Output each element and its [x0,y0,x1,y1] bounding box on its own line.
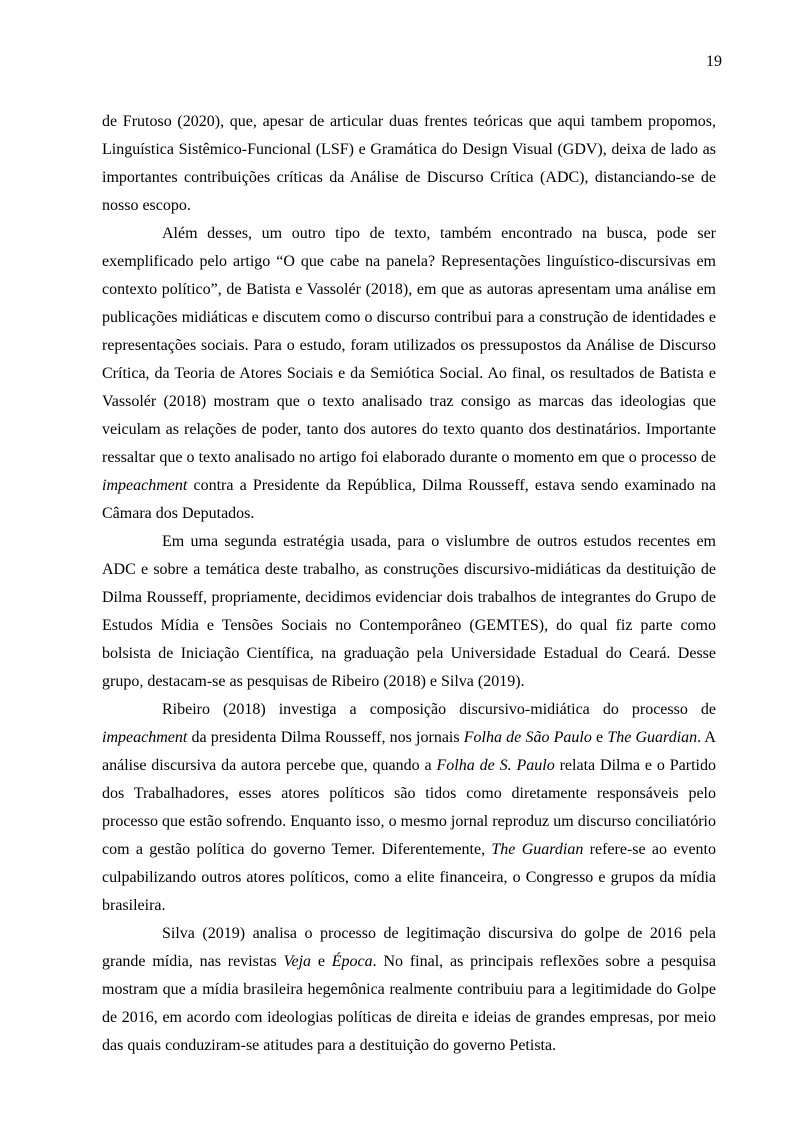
text-run: . No final, as principais reflexões sobre a pesquisa mostram que a mídia brasileira hegemônica realmente contribuiu para a legitimidade do Golpe de 2016, em acordo com ideologias políticas de direita e ideias de grandes empresas, por meio das quais conduziram-se atitudes para a destituição do governo Petista. [102,953,717,1054]
document-body [102,108,716,1060]
italic-text-run: impeachment [102,729,188,746]
text-run: e [591,729,608,746]
text-run: e [311,953,332,970]
text-run: relata Dilma e o Partido dos Trabalhadores, esses atores políticos são tidos como diretamente responsáveis pelo processo que estão sofrendo. Enquanto isso, o mesmo jornal reproduz um discurso conciliatório com a gestão política do governo Temer. Diferentemente, [102,757,716,858]
italic-text-run: The Guardian [491,841,584,858]
text-run: . A análise discursiva da autora percebe que, quando a [102,729,716,774]
text-run: refere-se ao evento culpabilizando outros atores políticos, como a elite financeira, o Congresso e grupos da mídia brasileira. [102,841,716,914]
text-run: da presidenta Dilma Rousseff, nos jornais [187,729,464,746]
paragraph-gemtes [102,528,716,696]
page-number: 19 [706,53,722,70]
text-run: de Frutoso (2020), que, apesar de articular duas frentes teóricas que aqui tambem propomos, Linguística Sistêmico-Funcional (LSF) e Gramática do Design Visual (GDV), deixa de lado as importantes contribuições críticas da Análise de Discurso Crítica (ADC), distanciando-se de nosso escopo. [102,113,716,214]
text-run: Silva (2019) analisa o processo de legitimação discursiva do golpe de 2016 pela grande mídia, nas revistas [102,925,716,970]
paragraph-batista-vassoler [102,220,716,528]
text-run: Em uma segunda estratégia usada, para o vislumbre de outros estudos recentes em ADC e sobre a temática deste trabalho, as construções discursivo-midiáticas da destituição de Dilma Rousseff, propriamente, decidimos evidenciar dois trabalhos de integrantes do Grupo de Estudos Mídia e Tensões Sociais no Contemporâneo (GEMTES), do qual fiz parte como bolsista de Iniciação Científica, na graduação pela Universidade Estadual do Ceará. Desse grupo, destacam-se as pesquisas de Ribeiro (2018) e Silva (2019). [102,533,716,690]
italic-text-run: Época [331,953,373,970]
paragraph-ribeiro [102,696,716,920]
text-run: contra a Presidente da República, Dilma Rousseff, estava sendo examinado na Câmara dos Deputados. [102,477,716,522]
italic-text-run: Folha de S. Paulo [436,757,555,774]
text-run: Além desses, um outro tipo de texto, também encontrado na busca, pode ser exemplificado pelo artigo “O que cabe na panela? Representações linguístico-discursivas em contexto político”, de Batista e Vassolér (2018), em que as autoras apresentam uma análise em publicações midiáticas e discutem como o discurso contribui para a construção de identidades e representações sociais. Para o estudo, foram utilizados os pressupostos da Análise de Discurso Crítica, da Teoria de Atores Sociais e da Semiótica Social. Ao final, os resultados de Batista e Vassolér (2018) mostram que o texto analisado traz consigo as marcas das ideologias que veiculam as relações de poder, tanto dos autores do texto quanto dos destinatários. Importante ressaltar que o texto analisado no artigo foi elaborado durante o momento em que o processo de [102,225,716,466]
italic-text-run: Folha de São Paulo [463,729,592,746]
paragraph-frutoso [102,108,716,220]
italic-text-run: Veja [283,953,312,970]
italic-text-run: impeachment [102,477,188,494]
text-run: Ribeiro (2018) investiga a composição discursivo-midiática do processo de [162,701,716,718]
italic-text-run: The Guardian [607,729,698,746]
paragraph-silva [102,920,716,1060]
